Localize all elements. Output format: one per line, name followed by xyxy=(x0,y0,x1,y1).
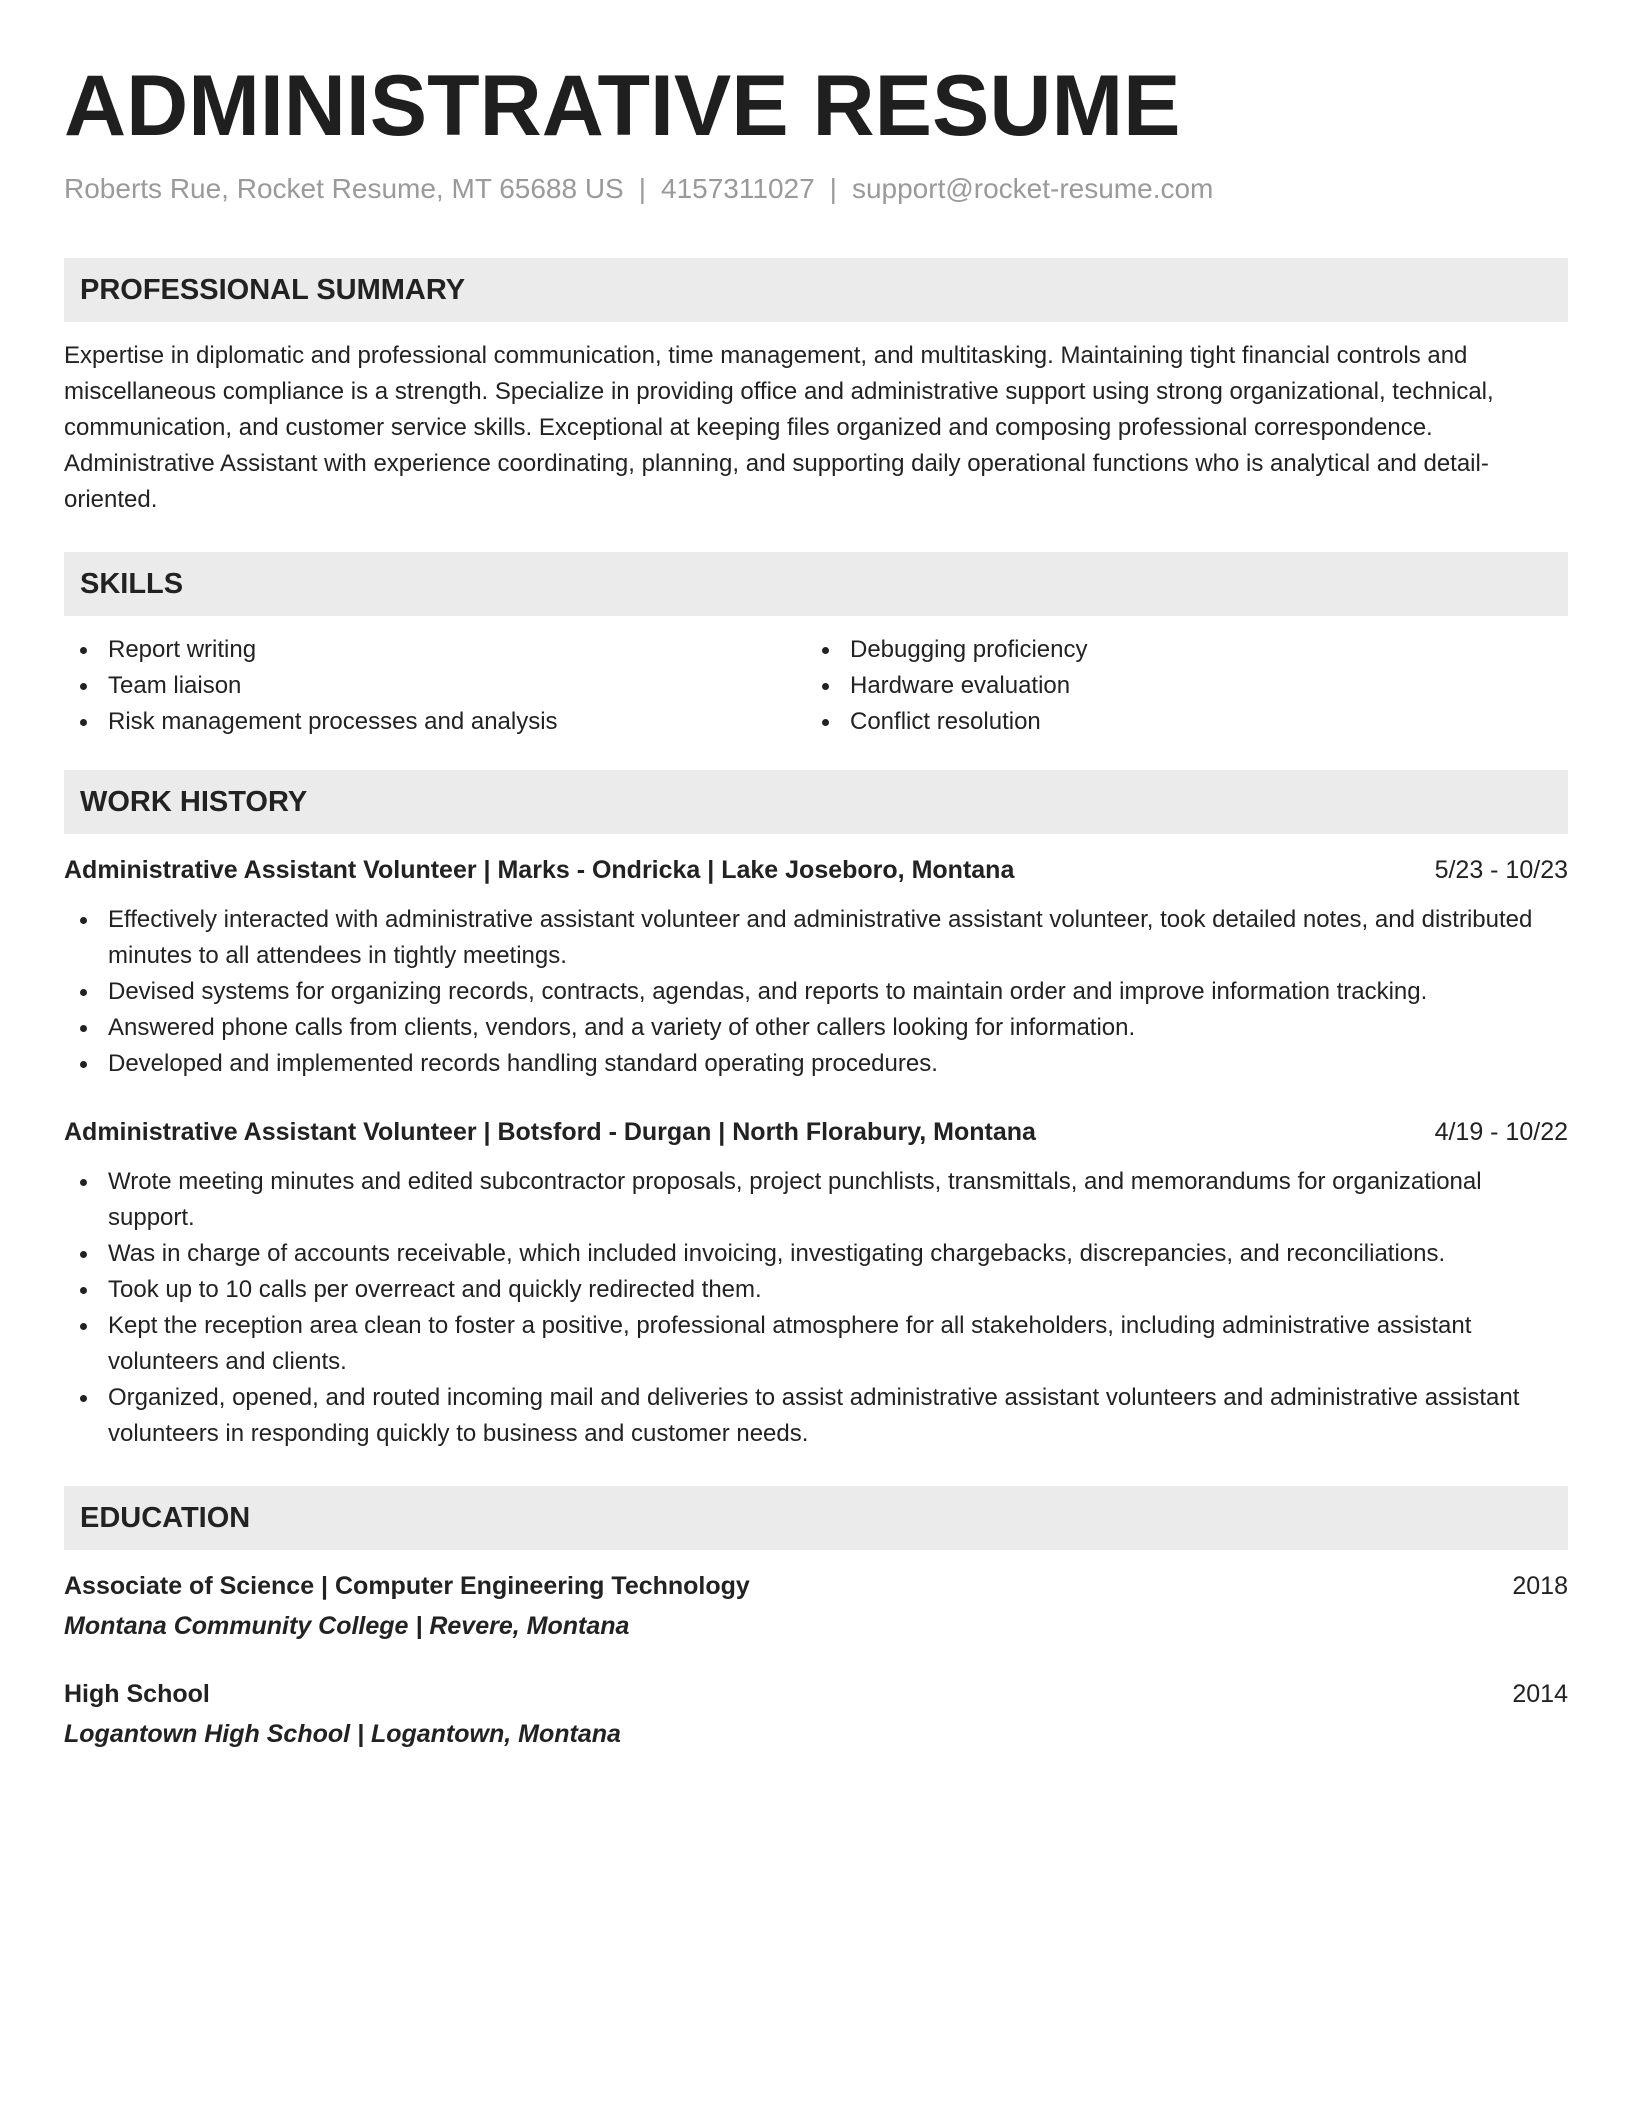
contact-separator: | xyxy=(829,173,837,204)
job-header xyxy=(64,1114,1568,1150)
education-degree: High School xyxy=(64,1680,210,1708)
education-school: Logantown High School | Logantown, Montana xyxy=(64,1720,621,1748)
contact-address: Roberts Rue, Rocket Resume, MT 65688 US xyxy=(64,173,624,204)
job-bullet: Kept the reception area clean to foster a positive, professional atmosphere for all stakeholders, including administrative assistant volunteers and clients. xyxy=(64,1308,1568,1380)
job-dates: 5/23 - 10/23 xyxy=(1434,856,1568,884)
education-heading: EDUCATION xyxy=(64,1486,1568,1550)
skills-list xyxy=(64,632,1568,740)
job-bullets xyxy=(64,902,1568,1082)
summary-heading: PROFESSIONAL SUMMARY xyxy=(64,258,1568,322)
education-entry xyxy=(64,1676,1568,1752)
job-entry xyxy=(64,1114,1568,1452)
education-year: 2014 xyxy=(1512,1680,1568,1708)
summary-text: Expertise in diplomatic and professional communication, time management, and multitasking. Maintaining tight financial controls and miscellaneous compliance is a strength. Specialize in providing office and administrative support using strong organizational, technical, communication, and customer service skills. Exceptional at keeping files organized and composing professional correspondence. Administrative Assistant with experience coordinating, planning, and supporting daily operational functions who is analytical and detail-oriented. xyxy=(64,342,1494,513)
contact-phone: 4157311027 xyxy=(661,173,815,204)
education-degree: Associate of Science | Computer Engineering Technology xyxy=(64,1572,750,1600)
job-bullet: Answered phone calls from clients, vendors, and a variety of other callers looking for information. xyxy=(64,1010,1568,1046)
education-header xyxy=(64,1676,1568,1712)
skill-item: Report writing xyxy=(64,632,806,668)
job-dates: 4/19 - 10/22 xyxy=(1434,1118,1568,1146)
skills-column-left xyxy=(64,632,806,740)
education-school: Montana Community College | Revere, Montana xyxy=(64,1612,630,1640)
job-bullet: Effectively interacted with administrative assistant volunteer and administrative assistant volunteer, took detailed notes, and distributed minutes to all attendees in tightly meetings. xyxy=(64,902,1568,974)
job-bullet: Wrote meeting minutes and edited subcontractor proposals, project punchlists, transmittals, and memorandums for organizational support. xyxy=(64,1164,1568,1236)
job-entry xyxy=(64,852,1568,1082)
skill-item: Hardware evaluation xyxy=(806,668,1548,704)
education-year: 2018 xyxy=(1512,1572,1568,1600)
work-history-heading: WORK HISTORY xyxy=(64,770,1568,834)
job-header xyxy=(64,852,1568,888)
skill-item: Team liaison xyxy=(64,668,806,704)
job-bullet: Developed and implemented records handling standard operating procedures. xyxy=(64,1046,1568,1082)
education-entry xyxy=(64,1568,1568,1644)
contact-email: support@rocket-resume.com xyxy=(851,173,1214,204)
skill-item: Risk management processes and analysis xyxy=(64,704,806,740)
contact-line xyxy=(64,172,1568,206)
skill-item: Conflict resolution xyxy=(806,704,1548,740)
education-header xyxy=(64,1568,1568,1604)
resume-page xyxy=(64,0,1568,1752)
job-bullet: Organized, opened, and routed incoming mail and deliveries to assist administrative assistant volunteers and administrative assistant volunteers in responding quickly to business and customer needs. xyxy=(64,1380,1568,1452)
job-bullets xyxy=(64,1164,1568,1452)
contact-separator: | xyxy=(638,173,647,204)
job-bullet: Devised systems for organizing records, contracts, agendas, and reports to maintain order and improve information tracking. xyxy=(64,974,1568,1010)
skill-item: Debugging proficiency xyxy=(806,632,1548,668)
skills-column-right xyxy=(806,632,1548,740)
job-title: Administrative Assistant Volunteer | Botsford - Durgan | North Florabury, Montana xyxy=(64,1118,1036,1146)
skills-heading: SKILLS xyxy=(64,552,1568,616)
job-title: Administrative Assistant Volunteer | Marks - Ondricka | Lake Joseboro, Montana xyxy=(64,856,1015,884)
job-bullet: Took up to 10 calls per overreact and quickly redirected them. xyxy=(64,1272,1568,1308)
resume-title: ADMINISTRATIVE RESUME xyxy=(64,58,1181,154)
job-bullet: Was in charge of accounts receivable, which included invoicing, investigating chargebacks, discrepancies, and reconciliations. xyxy=(64,1236,1568,1272)
